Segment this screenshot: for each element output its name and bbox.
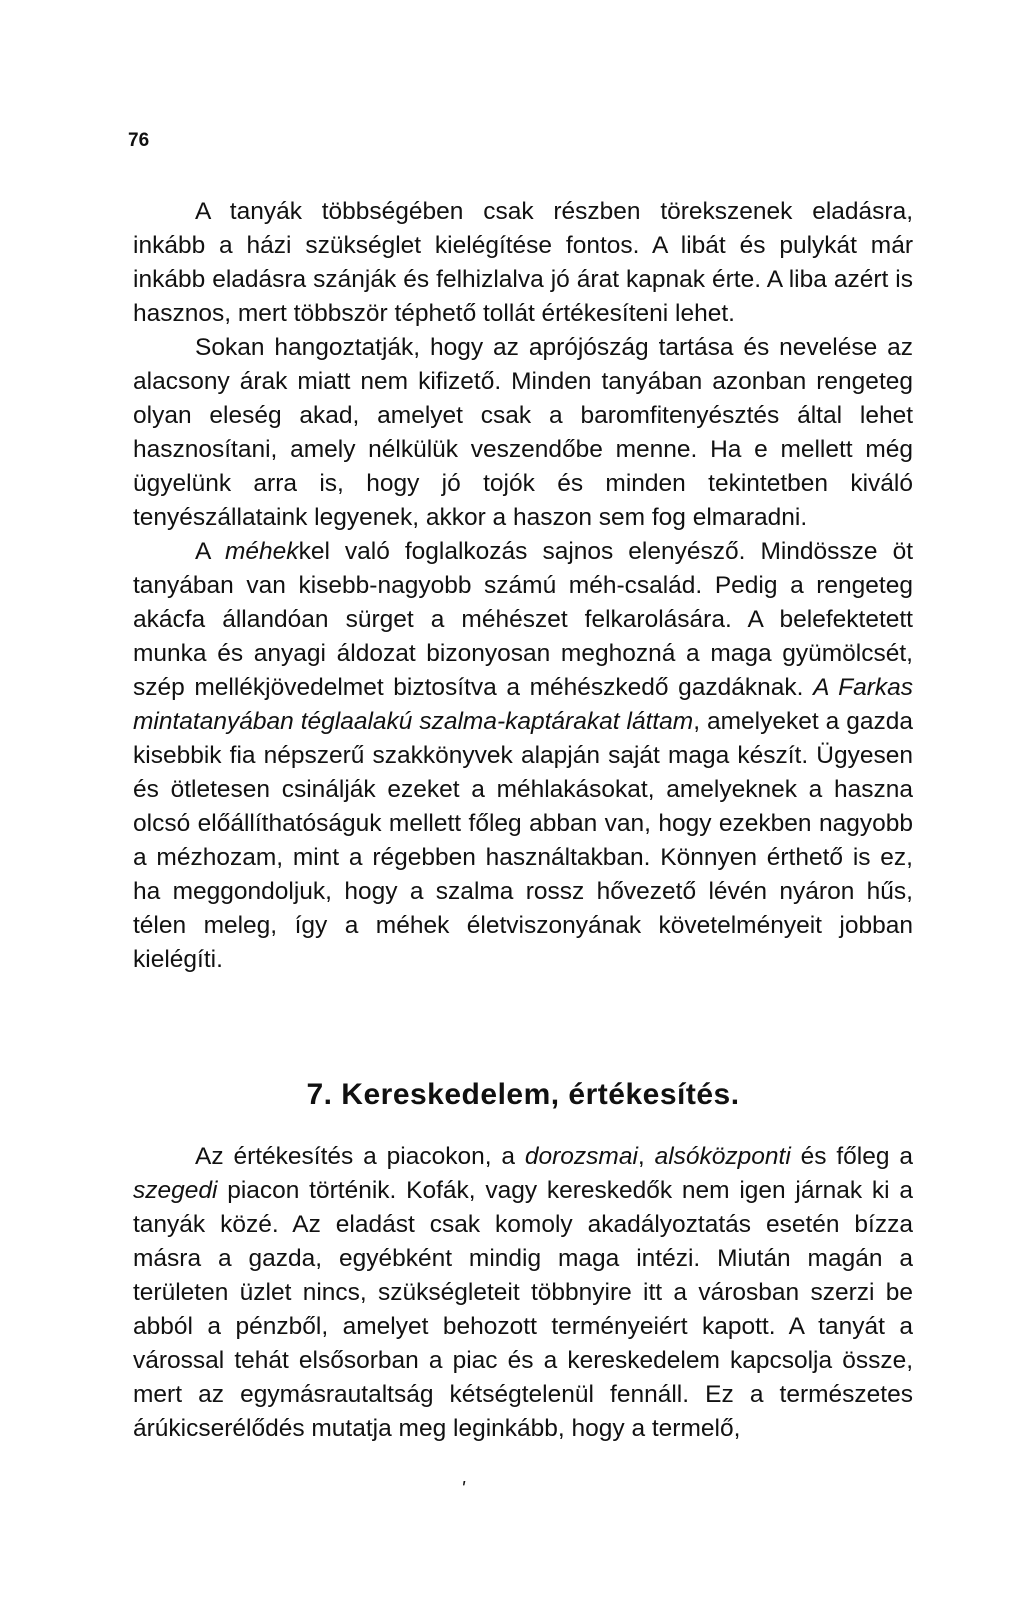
text-run: és főleg a (790, 1143, 913, 1170)
body-text-section-1 (133, 195, 913, 977)
italic-text: szegedi (133, 1177, 218, 1204)
italic-text: dorozsmai (524, 1143, 638, 1170)
section-heading: 7. Kereskedelem, értékesítés. (306, 1078, 740, 1111)
text-run: Sokan hangoztatják, hogy az aprójószág tartása és nevelése az alacsony árak miatt nem kifizető. Minden tanyában azonban rengeteg olyan eleség akad, amelyet csak a baromfitenyésztés által lehet hasznosítani, amely nélkülük veszendőbe menne. Ha e mellett még ügyelünk arra is, hogy jó tojók és minden tekintetben kiváló tenyészállataink legyenek, akkor a haszon sem fog elmaradni. (133, 334, 913, 531)
text-run: Az értékesítés a piacokon, a (195, 1143, 525, 1170)
text-run: A tanyák többségében csak részben törekszenek eladásra, inkább a házi szükséglet kielégítése fontos. A libát és pulykát már inkább eladásra szánják és felhizlalva jó árat kapnak érte. A liba azért is hasznos, mert többször téphető tollát értékesíteni lehet. (133, 198, 913, 327)
text-run: , (637, 1143, 655, 1170)
paragraph (133, 1140, 913, 1446)
italic-text: méhek (225, 538, 299, 565)
italic-text: alsóközponti (654, 1143, 791, 1170)
italic-text: A Farkas mintatanyában téglaalakú szalma-kaptárakat láttam (133, 674, 913, 735)
paragraph (133, 331, 913, 535)
paragraph (133, 535, 913, 977)
paragraph (133, 195, 913, 331)
text-run: , amelyeket a gazda kisebbik fia népszerű szakkönyvek alapján saját maga készít. Ügyesen és ötletesen csinálják ezeket a méhlakásokat, amelyeknek a haszna olcsó előállíthatóságuk mellett főleg abban van, hogy ezekben nagyobb a mézhozam, mint a régebben használtakban. Könnyen érthető is ez, ha meggondoljuk, hogy a szalma rossz hővezető lévén nyáron hűs, télen meleg, így a méhek életviszonyának követelményeit jobban kielégíti. (133, 708, 913, 973)
body-text-section-2 (133, 1140, 913, 1446)
text-run: kel való foglalkozás sajnos elenyésző. Mindössze öt tanyában van kisebb-nagyobb számú méh-család. Pedig a rengeteg akácfa állandóan sürget a méhészet felkarolására. A belefektetett munka és anyagi áldozat bizonyosan meghozná a maga gyümölcsét, szép mellékjövedelmet biztosítva a méhészkedő gazdáknak. (133, 538, 913, 701)
text-run: piacon történik. Kofák, vagy kereskedők nem igen járnak ki a tanyák közé. Az eladást csak komoly akadályoztatás esetén bízza másra a gazda, egyébként mindig maga intézi. Miután magán a területen üzlet nincs, szükségleteit többnyire itt a városban szerzi be abból a pénzből, amelyet behozott terményeiért kapott. A tanyát a várossal tehát elsősorban a piac és a kereskedelem kapcsolja össze, mert az egymásrautaltság kétségtelenül fennáll. Ez a természetes árúkicserélődés mutatja meg leginkább, hogy a termelő, (133, 1177, 913, 1442)
print-mark: ' (461, 1478, 465, 1500)
page-number: 76 (128, 130, 150, 151)
text-run: A (195, 538, 226, 565)
